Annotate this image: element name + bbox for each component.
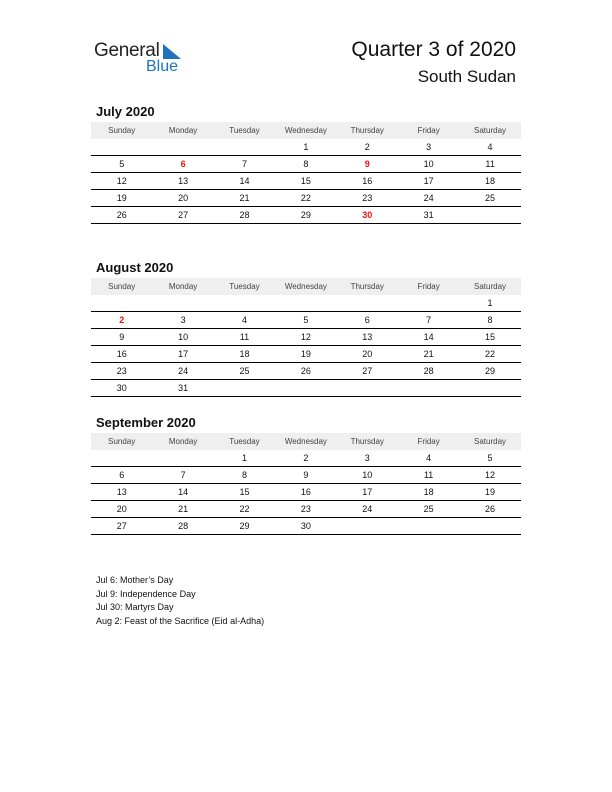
day-cell: 28: [423, 366, 434, 376]
day-cell: 7: [180, 470, 186, 480]
day-cell: 24: [423, 193, 434, 203]
weekday-header: [91, 278, 521, 295]
weekday-label: Tuesday: [229, 126, 260, 135]
day-cell: 22: [239, 504, 250, 514]
week-row: [91, 501, 521, 518]
day-cell: 2: [119, 315, 125, 325]
week-row: [91, 518, 521, 535]
weekday-label: Sunday: [108, 126, 136, 135]
day-cell: 5: [487, 453, 493, 463]
day-cell: [214, 139, 275, 155]
weekday-label: Wednesday: [284, 126, 327, 135]
day-cell: 13: [116, 487, 127, 497]
weekday-label: Friday: [417, 126, 440, 135]
day-cell: 20: [362, 349, 373, 359]
day-cell: 24: [178, 366, 189, 376]
holiday-list: [96, 574, 264, 629]
day-cell: 6: [119, 470, 125, 480]
day-cell: 5: [303, 315, 309, 325]
day-cell: 29: [300, 210, 311, 220]
month-title: July 2020: [96, 104, 155, 119]
day-cell: 9: [119, 332, 125, 342]
weekday-label: Monday: [168, 437, 198, 446]
day-cell: 19: [116, 193, 127, 203]
day-cell: 15: [300, 176, 311, 186]
week-row: [91, 329, 521, 346]
day-cell: 29: [239, 521, 250, 531]
day-cell: 23: [300, 504, 311, 514]
day-cell: [275, 295, 336, 311]
weekday-label: Thursday: [350, 437, 384, 446]
day-cell: 18: [239, 349, 250, 359]
day-cell: 20: [116, 504, 127, 514]
day-cell: 13: [178, 176, 189, 186]
day-cell: [459, 207, 520, 223]
day-cell: 3: [180, 315, 186, 325]
weekday-header: [91, 433, 521, 450]
day-cell: [459, 380, 520, 396]
day-cell: 5: [119, 159, 125, 169]
day-cell: 22: [485, 349, 496, 359]
weekday-label: Saturday: [474, 126, 507, 135]
day-cell: 31: [178, 383, 189, 393]
weekday-label: Thursday: [350, 282, 384, 291]
day-cell: 12: [116, 176, 127, 186]
week-row: [91, 173, 521, 190]
day-cell: 14: [239, 176, 250, 186]
day-cell: 16: [300, 487, 311, 497]
day-cell: 14: [178, 487, 189, 497]
day-cell: 24: [362, 504, 373, 514]
day-cell: 12: [300, 332, 311, 342]
month-weeks: [91, 450, 521, 535]
week-row: [91, 467, 521, 484]
day-cell: 3: [364, 453, 370, 463]
week-row: [91, 207, 521, 224]
month-weeks: [91, 295, 521, 397]
day-cell: [214, 380, 275, 396]
day-cell: [91, 450, 152, 466]
day-cell: 23: [362, 193, 373, 203]
weekday-label: Saturday: [474, 282, 507, 291]
day-cell: [152, 450, 213, 466]
day-cell: [398, 295, 459, 311]
weekday-label: Wednesday: [284, 282, 327, 291]
holiday-note: Jul 9: Independence Day: [96, 588, 196, 599]
weekday-label: Wednesday: [284, 437, 327, 446]
day-cell: 17: [178, 349, 189, 359]
weekday-label: Friday: [417, 437, 440, 446]
day-cell: [337, 380, 398, 396]
month-august: [91, 258, 521, 397]
weekday-label: Tuesday: [229, 437, 260, 446]
weekday-label: Saturday: [474, 437, 507, 446]
day-cell: 10: [423, 159, 434, 169]
holiday-note: Aug 2: Feast of the Sacrifice (Eid al-Adha): [96, 616, 265, 627]
day-cell: 9: [303, 470, 309, 480]
day-cell: 30: [116, 383, 127, 393]
weekday-label: Friday: [417, 282, 440, 291]
week-row: [91, 190, 521, 207]
day-cell: 8: [303, 159, 309, 169]
day-cell: 27: [178, 210, 189, 220]
day-cell: 27: [116, 521, 127, 531]
day-cell: 1: [303, 142, 309, 152]
week-row: [91, 450, 521, 467]
holiday-note: Jul 30: Martyrs Day: [96, 602, 174, 613]
day-cell: 1: [487, 298, 493, 308]
day-cell: [337, 518, 398, 534]
logo-word-general: General: [94, 40, 160, 61]
day-cell: 8: [487, 315, 493, 325]
day-cell: 25: [423, 504, 434, 514]
day-cell: [337, 295, 398, 311]
day-cell: 16: [116, 349, 127, 359]
weekday-label: Tuesday: [229, 282, 260, 291]
day-cell: 10: [362, 470, 373, 480]
day-cell: 30: [300, 521, 311, 531]
day-cell: 3: [426, 142, 432, 152]
week-row: [91, 139, 521, 156]
day-cell: 4: [241, 315, 247, 325]
day-cell: 31: [423, 210, 434, 220]
day-cell: 28: [178, 521, 189, 531]
week-row: [91, 363, 521, 380]
month-july: [91, 102, 521, 224]
day-cell: [214, 295, 275, 311]
day-cell: [152, 295, 213, 311]
day-cell: 10: [178, 332, 189, 342]
day-cell: 15: [485, 332, 496, 342]
weekday-label: Monday: [168, 282, 198, 291]
day-cell: 20: [178, 193, 189, 203]
day-cell: [398, 380, 459, 396]
day-cell: 23: [116, 366, 127, 376]
weekday-label: Sunday: [108, 437, 136, 446]
month-title: August 2020: [96, 260, 174, 275]
country-name: South Sudan: [417, 67, 516, 86]
week-row: [91, 484, 521, 501]
day-cell: 11: [485, 159, 495, 169]
logo-word-blue: Blue: [146, 58, 179, 75]
day-cell: 8: [241, 470, 247, 480]
month-weeks: [91, 139, 521, 224]
day-cell: 26: [300, 366, 311, 376]
day-cell: 11: [423, 470, 434, 480]
day-cell: 12: [485, 470, 496, 480]
day-cell: [275, 380, 336, 396]
page-title: Quarter 3 of 2020: [351, 38, 516, 61]
day-cell: 21: [239, 193, 250, 203]
day-cell: 15: [239, 487, 250, 497]
month-title: September 2020: [96, 415, 196, 430]
day-cell: 27: [362, 366, 373, 376]
day-cell: 11: [239, 332, 250, 342]
day-cell: 21: [178, 504, 189, 514]
day-cell: 30: [362, 210, 373, 220]
day-cell: 9: [364, 159, 370, 169]
day-cell: 28: [239, 210, 250, 220]
week-row: [91, 295, 521, 312]
day-cell: 29: [485, 366, 496, 376]
day-cell: [459, 518, 520, 534]
day-cell: 17: [362, 487, 373, 497]
day-cell: 4: [426, 453, 432, 463]
day-cell: 1: [241, 453, 247, 463]
day-cell: 19: [300, 349, 311, 359]
day-cell: 2: [364, 142, 370, 152]
weekday-label: Thursday: [350, 126, 384, 135]
week-row: [91, 156, 521, 173]
day-cell: [398, 518, 459, 534]
weekday-label: Monday: [168, 126, 198, 135]
day-cell: 26: [116, 210, 127, 220]
day-cell: 18: [485, 176, 496, 186]
week-row: [91, 312, 521, 329]
week-row: [91, 346, 521, 363]
day-cell: 6: [180, 159, 186, 169]
weekday-header: [91, 122, 521, 139]
day-cell: 18: [423, 487, 434, 497]
day-cell: 13: [362, 332, 373, 342]
holiday-note: Jul 6: Mother’s Day: [96, 575, 174, 585]
day-cell: 25: [485, 193, 496, 203]
day-cell: [91, 295, 152, 311]
logo: [94, 40, 194, 80]
day-cell: 4: [487, 142, 493, 152]
day-cell: 22: [300, 193, 311, 203]
day-cell: 21: [423, 349, 434, 359]
day-cell: 26: [485, 504, 496, 514]
day-cell: 25: [239, 366, 250, 376]
day-cell: [152, 139, 213, 155]
day-cell: 6: [364, 315, 370, 325]
day-cell: 19: [485, 487, 496, 497]
week-row: [91, 380, 521, 397]
weekday-label: Sunday: [108, 282, 136, 291]
day-cell: 16: [362, 176, 373, 186]
day-cell: 7: [241, 159, 247, 169]
month-september: [91, 413, 521, 535]
day-cell: [91, 139, 152, 155]
day-cell: 14: [423, 332, 434, 342]
day-cell: 17: [423, 176, 434, 186]
day-cell: 2: [303, 453, 309, 463]
day-cell: 7: [426, 315, 432, 325]
